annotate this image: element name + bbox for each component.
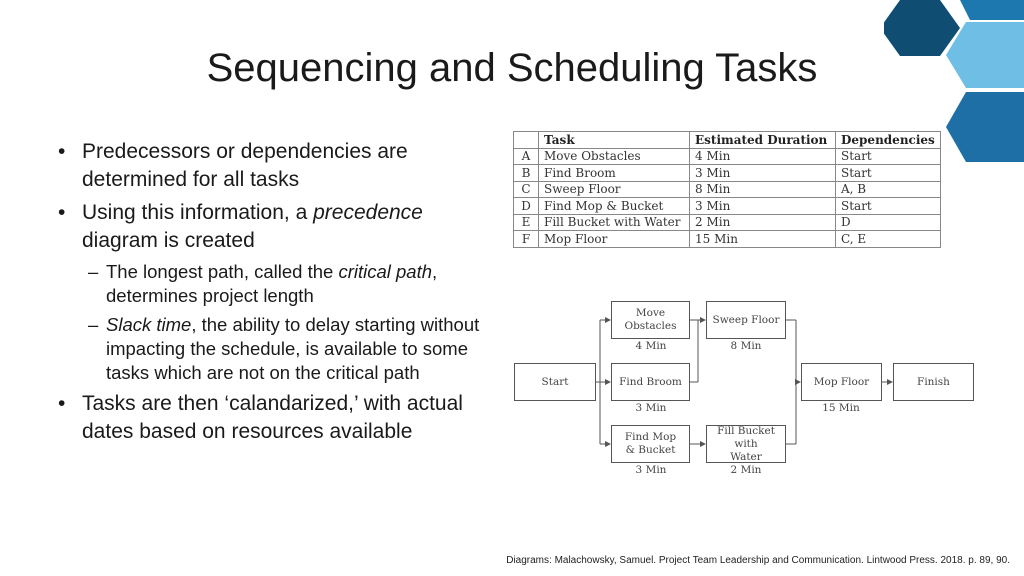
table-cell: D <box>836 214 941 231</box>
sub-bullet-item <box>56 260 486 308</box>
table-cell: A, B <box>836 181 941 198</box>
table-cell: Move Obstacles <box>539 148 690 165</box>
table-cell: E <box>514 214 539 231</box>
task-table <box>513 131 941 248</box>
table-cell: Sweep Floor <box>539 181 690 198</box>
table-cell: C, E <box>836 231 941 248</box>
table-cell: Start <box>836 165 941 182</box>
table-row <box>514 148 941 165</box>
table-cell: Fill Bucket with Water <box>539 214 690 231</box>
node-find-mop-bucket: Find Mop & Bucket <box>611 425 690 463</box>
bullet-emphasis: precedence <box>313 201 423 224</box>
table-row <box>514 231 941 248</box>
node-mop-floor: Mop Floor <box>801 363 882 401</box>
dash-marker: – <box>88 314 99 335</box>
table-cell: Mop Floor <box>539 231 690 248</box>
table-cell: 2 Min <box>690 214 836 231</box>
duration-label: 4 Min <box>635 340 667 352</box>
table-cell: 3 Min <box>690 165 836 182</box>
sub-bullet-item <box>56 313 486 385</box>
table-row <box>514 198 941 215</box>
bullet-item <box>56 199 486 254</box>
node-find-broom: Find Broom <box>611 363 690 401</box>
duration-label: 2 Min <box>730 464 762 476</box>
bullet-text: Tasks are then ‘calandarized,’ with actual dates based on resources available <box>82 392 463 443</box>
bullet-text: Using this information, a <box>82 201 314 224</box>
hexagon-mid <box>946 92 1024 162</box>
table-cell: Start <box>836 148 941 165</box>
dash-marker: – <box>88 261 99 282</box>
duration-label: 3 Min <box>635 464 667 476</box>
table-cell: Find Broom <box>539 165 690 182</box>
table-row <box>514 165 941 182</box>
duration-label: 15 Min <box>822 402 860 414</box>
hexagon-mid-top <box>960 0 1024 20</box>
node-start: Start <box>514 363 596 401</box>
table-header-cell: Task <box>539 132 690 149</box>
sub-bullet-emphasis: critical path <box>338 261 433 282</box>
table-cell: F <box>514 231 539 248</box>
table-row <box>514 214 941 231</box>
sub-bullet-text: , the ability to delay starting without impacting the schedule, is available to some tasks which are not on the critical path <box>106 314 480 383</box>
table-row <box>514 181 941 198</box>
duration-label: 8 Min <box>730 340 762 352</box>
node-move-obstacles: Move Obstacles <box>611 301 690 339</box>
sub-bullet-text: , determines project length <box>106 261 438 306</box>
slide-title: Sequencing and Scheduling Tasks <box>206 46 818 90</box>
table-cell: A <box>514 148 539 165</box>
table-cell: B <box>514 165 539 182</box>
table-header-row <box>514 132 941 149</box>
sub-bullet-text: The longest path, called the <box>106 261 339 282</box>
table-cell: 3 Min <box>690 198 836 215</box>
table-header-cell: Estimated Duration <box>690 132 836 149</box>
node-sweep-floor: Sweep Floor <box>706 301 786 339</box>
table-cell: 8 Min <box>690 181 836 198</box>
precedence-diagram <box>510 295 980 485</box>
table-cell: C <box>514 181 539 198</box>
table-header-cell: Dependencies <box>836 132 941 149</box>
table-header-cell <box>514 132 539 149</box>
bullet-text: Predecessors or dependencies are determined for all tasks <box>82 140 408 191</box>
duration-label: 3 Min <box>635 402 667 414</box>
sub-bullet-emphasis: Slack time <box>106 314 192 335</box>
node-finish: Finish <box>893 363 974 401</box>
table-cell: Start <box>836 198 941 215</box>
table-cell: D <box>514 198 539 215</box>
node-fill-bucket: Fill Bucket with Water <box>706 425 786 463</box>
bullet-item <box>56 390 486 445</box>
table-cell: 15 Min <box>690 231 836 248</box>
bullet-text: diagram is created <box>82 228 255 252</box>
bullet-list <box>56 138 486 451</box>
table-cell: 4 Min <box>690 148 836 165</box>
bullet-item <box>56 138 486 193</box>
table-cell: Find Mop & Bucket <box>539 198 690 215</box>
citation-footer: Diagrams: Malachowsky, Samuel. Project Team Leadership and Communication. Lintwood Press. 2018. p. 89, 90. <box>506 555 1010 566</box>
